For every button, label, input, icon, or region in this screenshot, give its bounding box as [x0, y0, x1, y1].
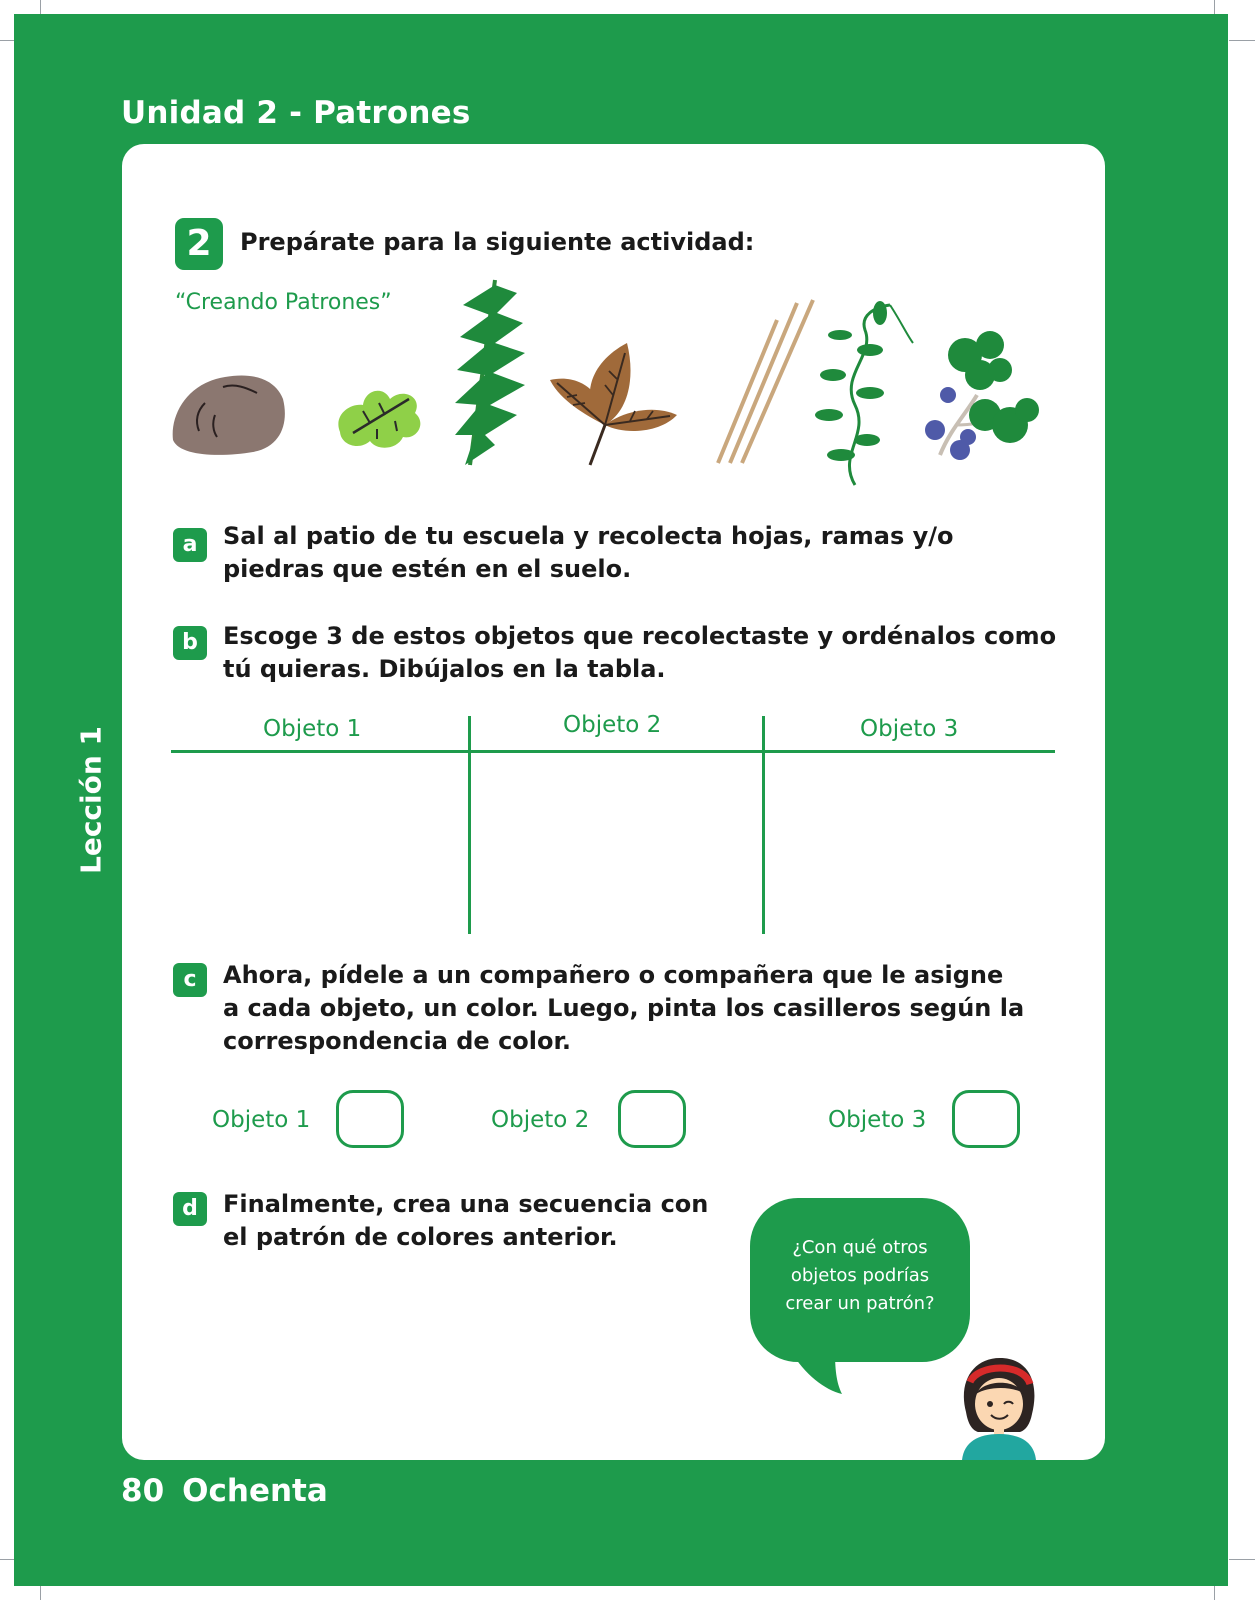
table-divider-1 — [468, 716, 471, 934]
table-cell-objeto-3[interactable] — [766, 754, 1055, 934]
speech-bubble-tail — [790, 1350, 850, 1400]
crop-mark — [1229, 40, 1255, 41]
activity-subtitle: “Creando Patrones” — [175, 290, 392, 315]
activity-title: Prepárate para la siguiente actividad: — [240, 228, 755, 256]
table-cell-objeto-2[interactable] — [472, 754, 761, 934]
task-b-text: Escoge 3 de estos objetos que recolectaste y ordénalos como tú quieras. Dibújalos en la tabla. — [223, 622, 1057, 683]
pine-branch-icon — [455, 280, 525, 465]
sticks-icon — [718, 300, 813, 463]
berry-branch-icon — [925, 331, 1039, 460]
task-d-text: Finalmente, crea una secuencia con el patrón de colores anterior. — [223, 1190, 709, 1251]
task-letter-c: c — [173, 963, 207, 997]
table-cell-objeto-1[interactable] — [171, 754, 467, 934]
page-number-word: Ochenta — [182, 1473, 328, 1509]
table-divider-2 — [762, 716, 765, 934]
task-letter-a: a — [173, 528, 207, 562]
brown-leaves-icon — [550, 343, 677, 465]
table-header-objeto-2: Objeto 2 — [563, 712, 662, 738]
task-letter-d: d — [173, 1192, 207, 1226]
unit-title: Unidad 2 - Patrones — [121, 95, 471, 131]
crop-mark — [1229, 1559, 1255, 1560]
task-letter-b: b — [173, 626, 207, 660]
table-header-line — [171, 750, 1055, 753]
color-label-objeto-1: Objeto 1 — [212, 1107, 311, 1133]
color-box-objeto-3[interactable] — [952, 1090, 1020, 1148]
speech-bubble-text: ¿Con qué otros objetos podrías crear un patrón? — [785, 1237, 935, 1314]
rock-icon — [173, 375, 285, 454]
color-label-objeto-3: Objeto 3 — [828, 1107, 927, 1133]
vine-icon — [815, 301, 913, 485]
task-a-text: Sal al patio de tu escuela y recolecta hojas, ramas y/o piedras que estén en el suelo. — [223, 522, 954, 583]
table-header-objeto-3: Objeto 3 — [860, 716, 959, 742]
color-label-objeto-2: Objeto 2 — [491, 1107, 590, 1133]
small-leaf-icon — [338, 391, 420, 448]
girl-character-illustration — [948, 1352, 1048, 1460]
nature-illustrations — [165, 275, 1065, 505]
table-header-objeto-1: Objeto 1 — [263, 716, 362, 742]
color-box-objeto-2[interactable] — [618, 1090, 686, 1148]
color-box-objeto-1[interactable] — [336, 1090, 404, 1148]
page-footer — [121, 1473, 346, 1509]
page-number: 80 — [121, 1473, 165, 1509]
activity-number-badge: 2 — [175, 218, 223, 270]
lesson-side-label: Lección 1 — [74, 725, 108, 875]
task-c-text: Ahora, pídele a un compañero o compañera que le asigne a cada objeto, un color. Luego, pinta los casilleros según la correspondencia de color. — [223, 961, 1025, 1055]
